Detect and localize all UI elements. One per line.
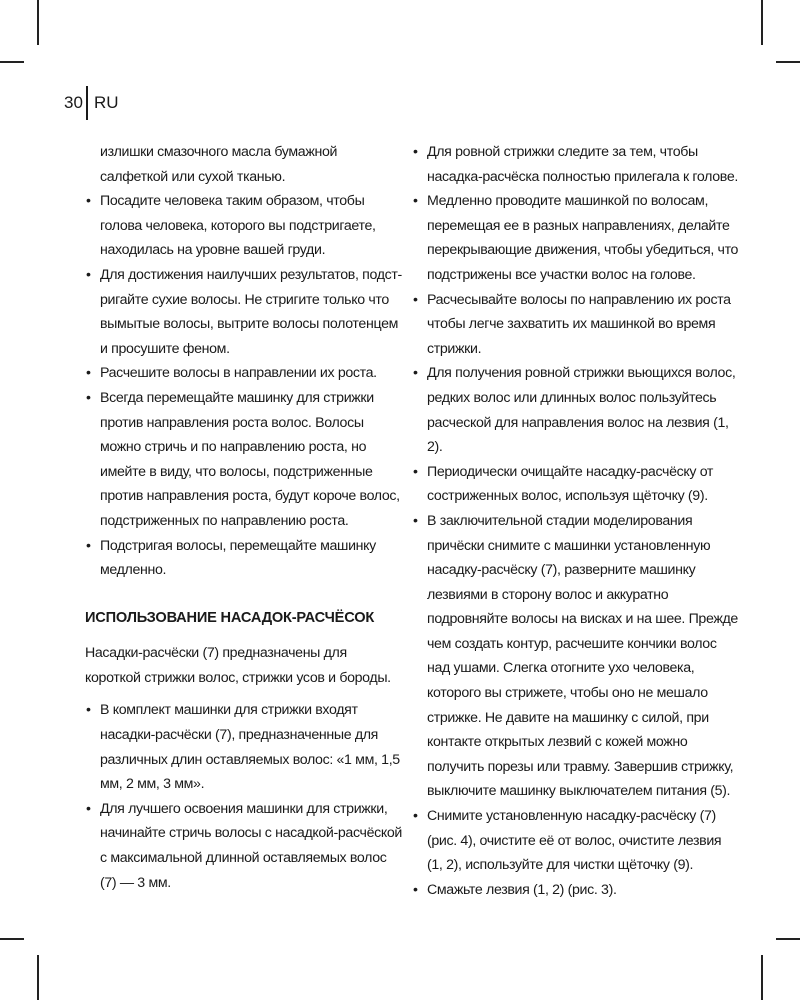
list-item: • Посадите человека таким образом, чтобы голова человека, которого вы подстригаете, находилась на уровне вашей груди. [85, 189, 403, 263]
crop-mark [761, 955, 763, 1000]
list-item: • Расчесывайте волосы по направлению их роста чтобы легче захватить их машинкой во время стрижки. [412, 288, 740, 362]
bullet-list [412, 140, 740, 902]
list-item: • Для получения ровной стрижки вьющихся волос, редких волос или длинных волос пользуйтесь расческой для направления волос на лезвия (1, 2). [412, 361, 740, 459]
bullet-list [85, 698, 403, 895]
crop-mark [0, 61, 24, 63]
crop-mark [776, 938, 800, 940]
list-item: • Всегда перемещайте машинку для стрижки против направления роста волос. Волосы можно стричь и по направлению роста, но имейте в виду, что волосы, подстриженные против направления роста, будут короче волос, подстриженных по направлению роста. [85, 386, 403, 534]
continued-text: излишки смазочного масла бумажной салфеткой или сухой тканью. [100, 144, 338, 185]
list-item: • Периодически очищайте насадку-расчёску от состриженных волос, используя щёточку (9). [412, 460, 740, 509]
left-column [85, 140, 403, 895]
list-item: • Для ровной стрижки следите за тем, чтобы насадка-расчёска полностью прилегала к голове. [412, 140, 740, 189]
list-item: • Медленно проводите машинкой по волосам, перемещая ее в разных направлениях, делайте перекрывающие движения, чтобы убедиться, что подстрижены все участки волос на голове. [412, 189, 740, 287]
section-intro: Насадки-расчёски (7) предназначены для короткой стрижки волос, стрижки усов и бороды. [85, 645, 391, 686]
crop-mark [776, 61, 800, 63]
list-item: • В комплект машинки для стрижки входят насадки-расчёски (7), предназначенные для различных длин оставляемых волос: «1 мм, 1,5 мм, 2 мм, 3 мм». [85, 698, 403, 796]
crop-mark [37, 955, 39, 1000]
list-item: • Для лучшего освоения машинки для стрижки, начинайте стричь волосы с насадкой-расчёской с максимальной длинной оставляемых волос (7) — 3 мм. [85, 797, 403, 895]
list-item: • Смажьте лезвия (1, 2) (рис. 3). [412, 878, 740, 903]
crop-mark [37, 0, 39, 45]
crop-mark [0, 938, 24, 940]
list-item: • Подстригая волосы, перемещайте машинку медленно. [85, 534, 403, 583]
list-item: • Для достижения наилучших результатов, подстригайте сухие волосы. Не стригите только что вымытые волосы, вытрите волосы полотенцем и просушите феном. [85, 263, 403, 361]
list-item: • Расчешите волосы в направлении их роста. [85, 361, 403, 386]
section-heading: ИСПОЛЬЗОВАНИЕ НАСАДОК-РАСЧЁСОК [85, 609, 375, 626]
bullet-list [85, 189, 403, 583]
crop-mark [761, 0, 763, 45]
header-divider [86, 86, 88, 120]
page-number: 30 [64, 93, 83, 112]
language-label: RU [94, 93, 119, 112]
right-column [412, 140, 740, 902]
list-item: • Снимите установленную насадку-расчёску (7) (рис. 4), очистите её от волос, очистите лезвия (1, 2), используйте для чистки щёточку (9). [412, 804, 740, 878]
list-item: • В заключительной стадии моделирования причёски снимите с машинки установленную насадку-расчёску (7), разверните машинку лезвиями в сторону волос и аккуратно подровняйте волосы на висках и на шее. Прежде чем создать контур, расчешите кончики волос над ушами. Слегка отогните ухо человека, которого вы стрижете, чтобы оно не мешало стрижке. Не давите на машинку с силой, при контакте открытых лезвий с кожей можно получить порезы или травму. Завершив стрижку, выключите машинку выключателем питания (5). [412, 509, 740, 804]
